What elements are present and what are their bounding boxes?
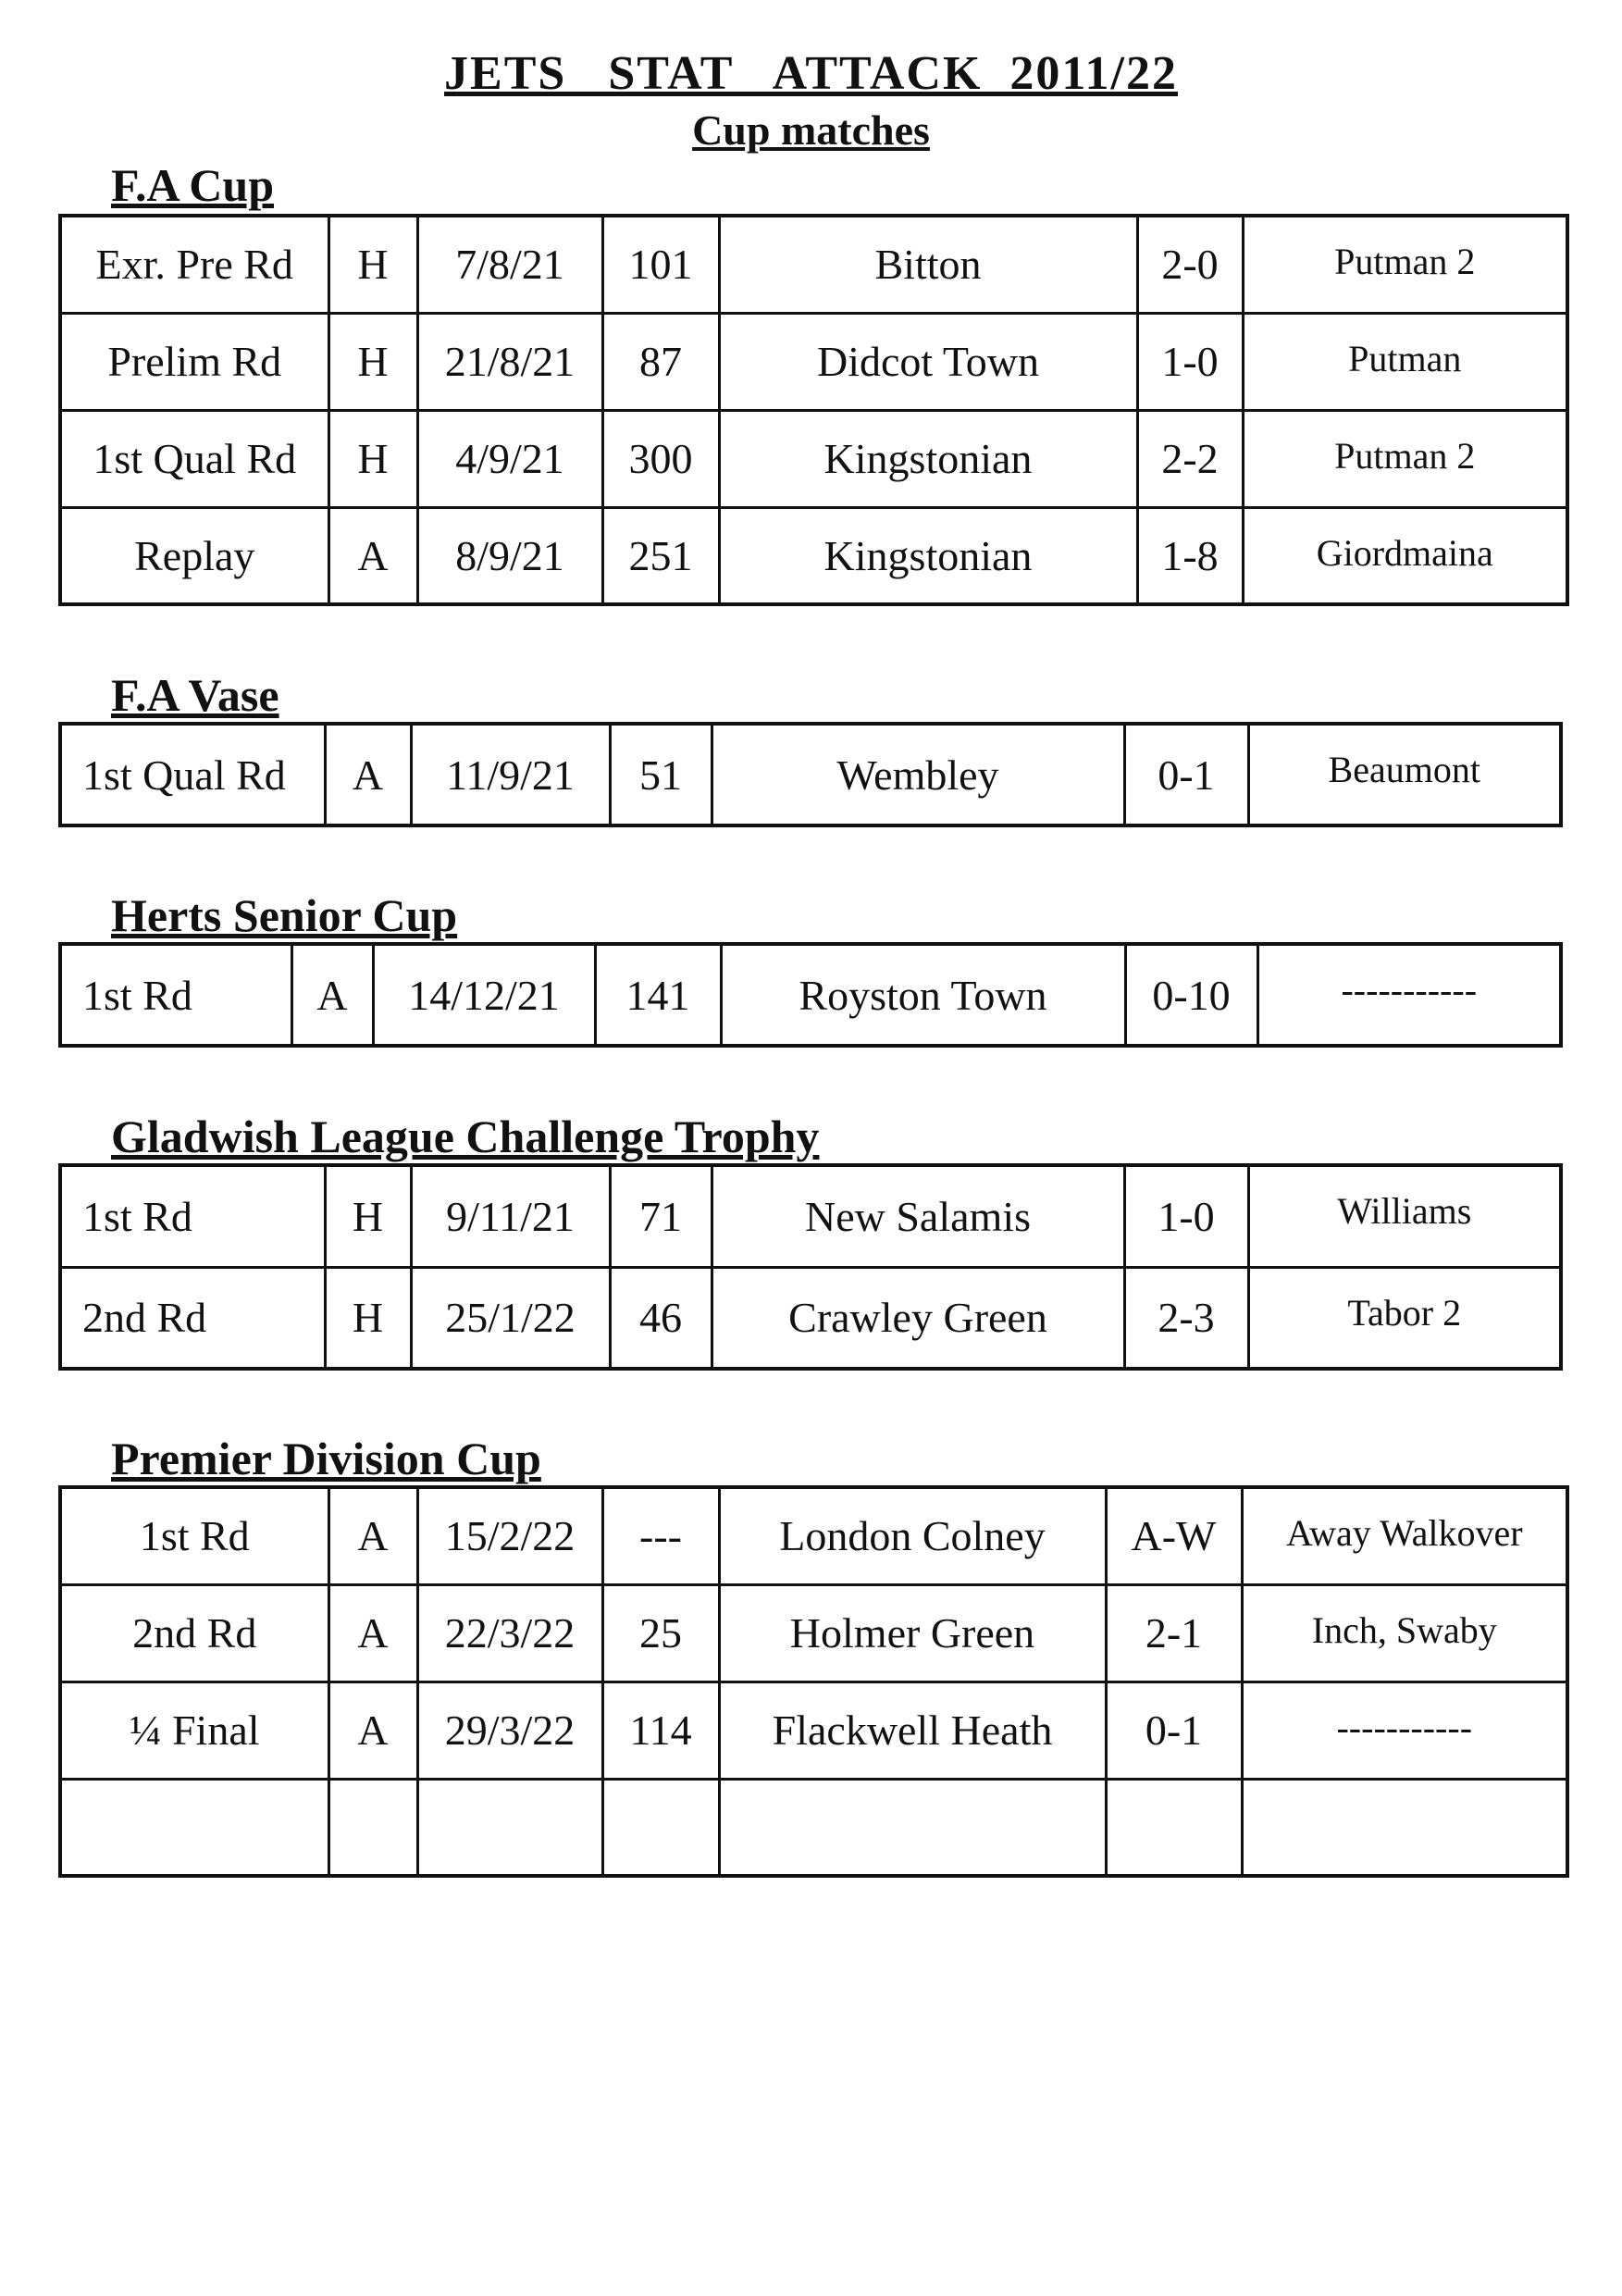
attendance-cell: 300	[602, 410, 719, 507]
attendance-cell: 141	[595, 944, 721, 1046]
date-cell: 7/8/21	[417, 216, 602, 313]
venue-cell: A	[328, 1487, 417, 1584]
date-cell: 9/11/21	[411, 1165, 610, 1267]
scorers-cell: -----------	[1257, 944, 1561, 1046]
section-title-premier-division-cup: Premier Division Cup	[111, 1433, 541, 1484]
section-title-fa-vase: F.A Vase	[111, 669, 279, 721]
date-cell: 29/3/22	[417, 1682, 602, 1779]
score-cell: 0-10	[1125, 944, 1257, 1046]
opponent-cell: New Salamis	[712, 1165, 1124, 1267]
table-row	[60, 507, 1567, 604]
date-cell: 8/9/21	[417, 507, 602, 604]
page-title: JETS STAT ATTACK 2011/22	[444, 47, 1178, 100]
round-cell: ¼ Final	[60, 1682, 328, 1779]
date-cell: 14/12/21	[373, 944, 595, 1046]
round-cell: Exr. Pre Rd	[60, 216, 328, 313]
venue-cell: H	[328, 410, 417, 507]
fa-cup-table	[58, 214, 1569, 606]
round-cell: 1st Qual Rd	[60, 410, 328, 507]
score-cell: 0-1	[1106, 1682, 1242, 1779]
round-cell: 1st Rd	[60, 1165, 325, 1267]
table-row	[60, 1682, 1567, 1779]
scorers-cell: Giordmaina	[1243, 507, 1567, 604]
table-row	[60, 216, 1567, 313]
venue-cell: A	[325, 724, 411, 825]
attendance-cell: 46	[610, 1267, 712, 1369]
date-cell: 15/2/22	[417, 1487, 602, 1584]
date-cell	[417, 1779, 602, 1876]
score-cell: 1-0	[1124, 1165, 1248, 1267]
attendance-cell: 71	[610, 1165, 712, 1267]
round-cell: Replay	[60, 507, 328, 604]
score-cell: A-W	[1106, 1487, 1242, 1584]
herts-senior-cup-table	[58, 942, 1563, 1048]
table-row	[60, 1584, 1567, 1682]
opponent-cell: Didcot Town	[719, 313, 1137, 410]
scorers-cell: Putman 2	[1243, 216, 1567, 313]
scorers-cell: -----------	[1242, 1682, 1567, 1779]
scorers-cell: Williams	[1248, 1165, 1561, 1267]
attendance-cell	[602, 1779, 719, 1876]
date-cell: 22/3/22	[417, 1584, 602, 1682]
venue-cell: H	[328, 216, 417, 313]
attendance-cell: 114	[602, 1682, 719, 1779]
venue-cell: H	[328, 313, 417, 410]
round-cell: 1st Rd	[60, 1487, 328, 1584]
score-cell: 2-2	[1137, 410, 1243, 507]
opponent-cell: Bitton	[719, 216, 1137, 313]
table-row	[60, 313, 1567, 410]
attendance-cell: 51	[610, 724, 712, 825]
table-row-empty	[60, 1779, 1567, 1876]
fa-vase-table	[58, 722, 1563, 827]
venue-cell: H	[325, 1165, 411, 1267]
section-title-herts-senior-cup: Herts Senior Cup	[111, 889, 458, 941]
scorers-cell: Inch, Swaby	[1242, 1584, 1567, 1682]
score-cell: 0-1	[1124, 724, 1248, 825]
table-row	[60, 944, 1561, 1046]
score-cell: 2-1	[1106, 1584, 1242, 1682]
section-title-gladwish-trophy: Gladwish League Challenge Trophy	[111, 1111, 820, 1162]
scorers-cell: Putman	[1243, 313, 1567, 410]
date-cell: 4/9/21	[417, 410, 602, 507]
opponent-cell: Flackwell Heath	[719, 1682, 1106, 1779]
venue-cell: A	[328, 507, 417, 604]
venue-cell: A	[328, 1584, 417, 1682]
attendance-cell: 25	[602, 1584, 719, 1682]
premier-division-cup-table	[58, 1485, 1569, 1878]
date-cell: 11/9/21	[411, 724, 610, 825]
opponent-cell: Kingstonian	[719, 507, 1137, 604]
attendance-cell: 251	[602, 507, 719, 604]
table-row	[60, 1487, 1567, 1584]
round-cell: 2nd Rd	[60, 1267, 325, 1369]
opponent-cell: Crawley Green	[712, 1267, 1124, 1369]
table-row	[60, 410, 1567, 507]
attendance-cell: 87	[602, 313, 719, 410]
score-cell: 1-8	[1137, 507, 1243, 604]
page-subtitle: Cup matches	[692, 106, 930, 154]
scorers-cell: Tabor 2	[1248, 1267, 1561, 1369]
round-cell: 2nd Rd	[60, 1584, 328, 1682]
scorers-cell	[1242, 1779, 1567, 1876]
table-row	[60, 724, 1561, 825]
score-cell: 2-0	[1137, 216, 1243, 313]
opponent-cell: Royston Town	[721, 944, 1125, 1046]
venue-cell: A	[328, 1682, 417, 1779]
round-cell	[60, 1779, 328, 1876]
score-cell	[1106, 1779, 1242, 1876]
venue-cell	[328, 1779, 417, 1876]
round-cell: Prelim Rd	[60, 313, 328, 410]
date-cell: 25/1/22	[411, 1267, 610, 1369]
venue-cell: A	[291, 944, 373, 1046]
score-cell: 1-0	[1137, 313, 1243, 410]
round-cell: 1st Qual Rd	[60, 724, 325, 825]
scorers-cell: Beaumont	[1248, 724, 1561, 825]
scorers-cell: Away Walkover	[1242, 1487, 1567, 1584]
opponent-cell: Wembley	[712, 724, 1124, 825]
attendance-cell: 101	[602, 216, 719, 313]
opponent-cell	[719, 1779, 1106, 1876]
venue-cell: H	[325, 1267, 411, 1369]
opponent-cell: Holmer Green	[719, 1584, 1106, 1682]
round-cell: 1st Rd	[60, 944, 291, 1046]
score-cell: 2-3	[1124, 1267, 1248, 1369]
opponent-cell: London Colney	[719, 1487, 1106, 1584]
section-title-fa-cup: F.A Cup	[111, 159, 275, 211]
attendance-cell: ---	[602, 1487, 719, 1584]
table-row	[60, 1165, 1561, 1267]
scorers-cell: Putman 2	[1243, 410, 1567, 507]
table-row	[60, 1267, 1561, 1369]
gladwish-trophy-table	[58, 1163, 1563, 1371]
date-cell: 21/8/21	[417, 313, 602, 410]
opponent-cell: Kingstonian	[719, 410, 1137, 507]
